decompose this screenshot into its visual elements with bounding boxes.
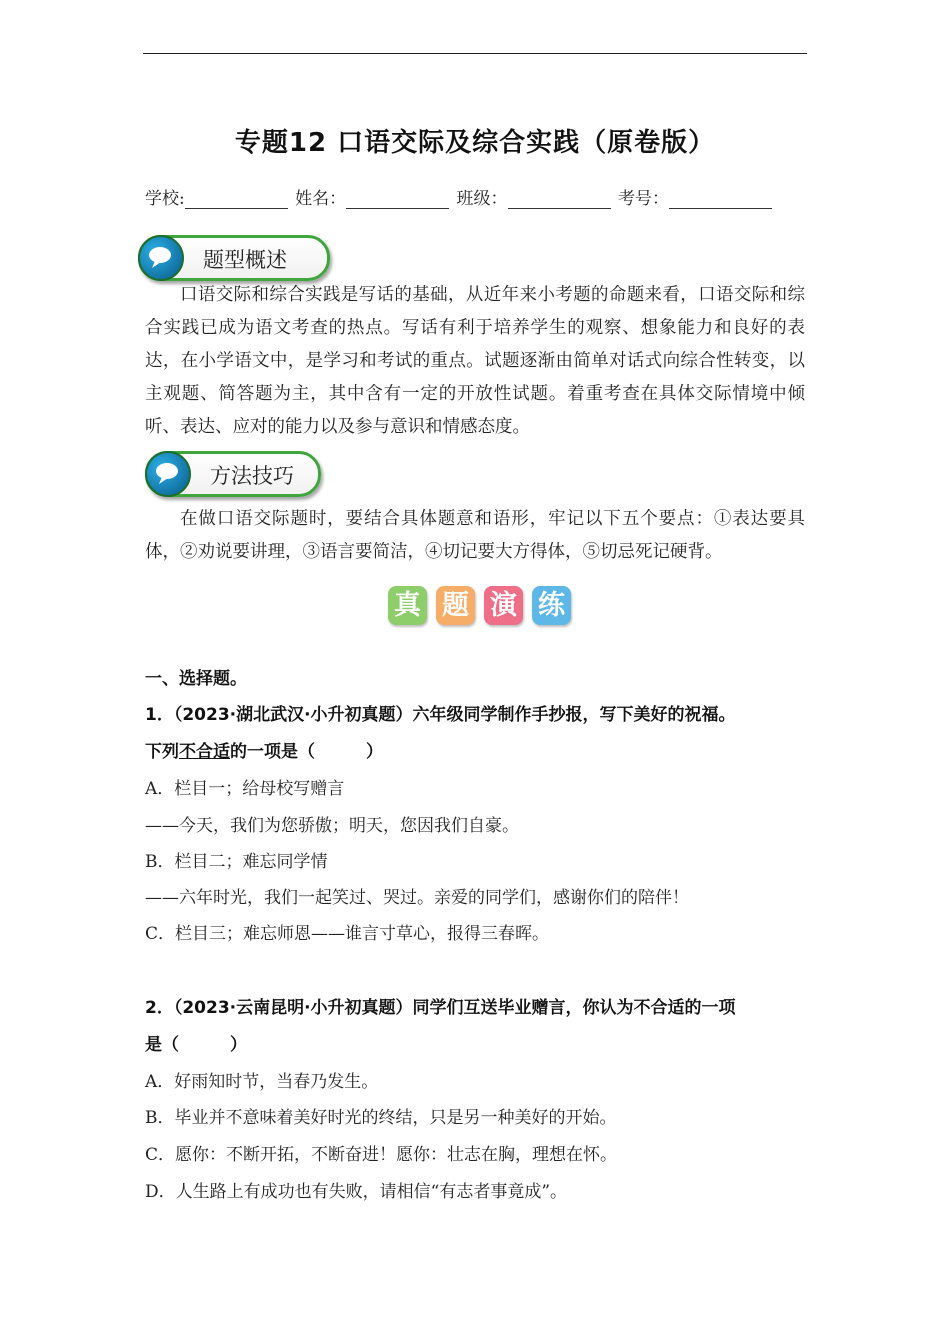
question-1-option: C．栏目三；难忘师恩——谁言寸草心，报得三春晖。 [145,924,550,944]
part-heading: 一、选择题。 [145,669,247,689]
badge-tile: 演 [484,586,523,625]
section-label: 方法技巧 [210,464,294,488]
school-label: 学校: [145,189,185,209]
question-2-option: C．愿你：不断开拓，不断奋进！愿你：壮志在胸，理想在怀。 [145,1145,618,1165]
question-1-option: B．栏目二；难忘同学情 [145,852,328,872]
question-2-option: B．毕业并不意味着美好时光的终结，只是另一种美好的开始。 [145,1108,617,1128]
question-1-option: A．栏目一；给母校写赠言 [145,779,345,799]
speech-bubble-icon [138,235,184,281]
stem-text: 的一项是（ ） [230,742,383,762]
question-1-option: ——今天，我们为您骄傲；明天，您因我们自豪。 [145,816,519,836]
practice-badges [388,586,571,626]
section-header-methods [145,451,321,497]
question-1-option: ——六年时光，我们一起笑过、哭过。亲爱的同学们，感谢你们的陪伴！ [145,888,689,908]
class-blank[interactable] [508,190,611,209]
overview-paragraph: 口语交际和综合实践是写话的基础，从近年来小考题的命题来看，口语交际和综合实践已成为语文考查的热点。写话有利于培养学生的观察、想象能力和良好的表达，在小学语文中，是学习和考试的重点。试题逐渐由简单对话式向综合性转变，以主观题、简答题为主，其中含有一定的开放性试题。着重考查在具体交际情境中倾听、表达、应对的能力以及参与意识和情感态度。 [145,285,805,437]
school-blank[interactable] [185,190,288,209]
question-2-stem-cont: 是（ ） [145,1035,247,1055]
name-blank[interactable] [346,190,449,209]
exam-number-blank[interactable] [669,190,772,209]
question-2-stem: 2．（2023·云南昆明·小升初真题）同学们互送毕业赠言，你认为不合适的一项 [145,998,736,1018]
badge-tile: 真 [388,586,427,625]
section-header-overview [138,235,330,281]
name-label: 姓名： [295,189,347,209]
badge-tile: 练 [532,586,571,625]
section-label: 题型概述 [203,248,287,272]
question-2-option: D．人生路上有成功也有失败，请相信“有志者事竟成”。 [145,1182,568,1202]
underlined-keyword: 不合适 [179,742,230,762]
student-info-line [145,184,774,209]
methods-paragraph: 在做口语交际题时，要结合具体题意和语形，牢记以下五个要点：①表达要具体，②劝说要讲理，③语言要简洁，④切记要大方得体，⑤切忌死记硬背。 [145,509,805,562]
question-2-option: A．好雨知时节，当春乃发生。 [145,1072,379,1092]
question-1-stem: 1．（2023·湖北武汉·小升初真题）六年级同学制作手抄报，写下美好的祝福。 [145,705,736,725]
speech-bubble-icon [145,451,191,497]
badge-tile: 题 [436,586,475,625]
header-rule [143,53,807,54]
question-1-stem-cont [145,737,383,762]
stem-text: 下列 [145,742,179,762]
class-label: 班级： [456,189,508,209]
exam-number-label: 考号： [617,189,669,209]
page-title: 专题12 口语交际及综合实践（原卷版） [234,128,716,158]
